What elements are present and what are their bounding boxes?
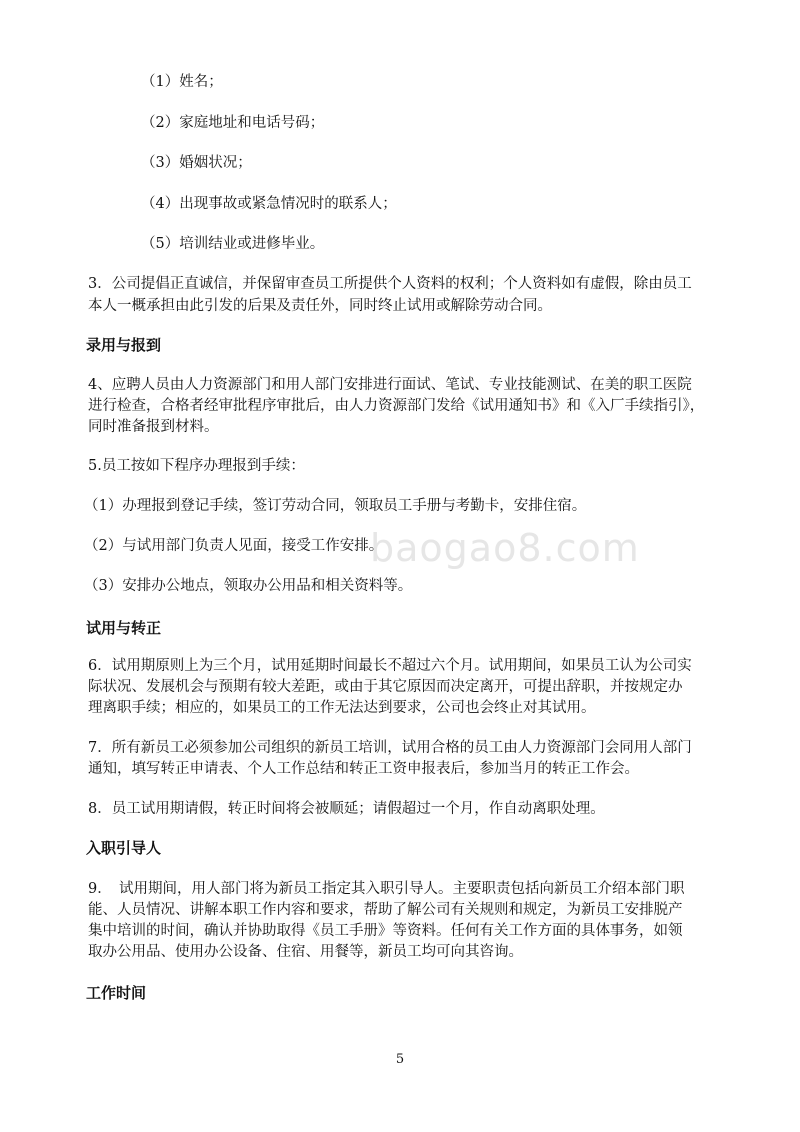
section-heading-probation: 试用与转正: [86, 619, 162, 637]
paragraph-9-line-1: 9． 试用期间，用人部门将为新员工指定其入职引导人。主要职责包括向新员工介绍本部门职: [88, 881, 685, 897]
onboarding-step-1: （1）办理报到登记手续，签订劳动合同，领取员工手册与考勤卡，安排住宿。: [84, 498, 587, 514]
paragraph-7-line-1: 7．所有新员工必须参加公司组织的新员工培训，试用合格的员工由人力资源部门会同用人部门: [88, 740, 692, 756]
paragraph-9-line-3: 集中培训的时间，确认并协助取得《员工手册》等资料。任何有关工作方面的具体事务，如领: [88, 923, 683, 939]
list-item-address: （2）家庭地址和电话号码；: [141, 115, 325, 131]
paragraph-6-line-3: 理离职手续；相应的，如果员工的工作无法达到要求，公司也会终止对其试用。: [88, 700, 596, 716]
paragraph-8: 8．员工试用期请假，转正时间将会被顺延；请假超过一个月，作自动离职处理。: [88, 801, 605, 817]
list-item-marital: （3）婚姻状况；: [141, 155, 252, 171]
list-item-emergency-contact: （4）出现事故或紧急情况时的联系人；: [141, 196, 397, 212]
watermark: baogao8.com: [370, 526, 640, 570]
onboarding-step-3: （3）安排办公地点，领取办公用品和相关资料等。: [84, 578, 413, 594]
page-number: 5: [395, 1052, 405, 1067]
paragraph-9-line-4: 取办公用品、使用办公设备、住宿、用餐等，新员工均可向其咨询。: [88, 944, 523, 960]
paragraph-6-line-2: 际状况、发展机会与预期有较大差距，或由于其它原因而决定离开，可提出辞职，并按规定办: [88, 679, 683, 695]
paragraph-3-line-1: 3．公司提倡正直诚信，并保留审查员工所提供个人资料的权利；个人资料如有虚假，除由员工: [88, 276, 692, 292]
paragraph-4-line-3: 同时准备报到材料。: [88, 419, 219, 435]
paragraph-7-line-2: 通知，填写转正申请表、个人工作总结和转正工资申报表后，参加当月的转正工作会。: [88, 761, 639, 777]
list-item-name: （1）姓名；: [141, 74, 223, 90]
paragraph-4-line-1: 4、应聘人员由人力资源部门和用人部门安排进行面试、笔试、专业技能测试、在美的职工医院: [88, 377, 692, 393]
section-heading-mentor: 入职引导人: [86, 839, 162, 857]
paragraph-6-line-1: 6．试用期原则上为三个月，试用延期时间最长不超过六个月。试用期间，如果员工认为公司实: [88, 658, 692, 674]
paragraph-3-line-2: 本人一概承担由此引发的后果及责任外，同时终止试用或解除劳动合同。: [88, 298, 552, 314]
onboarding-step-2: （2）与试用部门负责人见面，接受工作安排。: [84, 538, 384, 554]
section-heading-work-hours: 工作时间: [86, 984, 147, 1002]
list-item-training: （5）培训结业或进修毕业。: [141, 236, 325, 252]
paragraph-5: 5.员工按如下程序办理报到手续：: [88, 458, 305, 474]
paragraph-4-line-2: 进行检查，合格者经审批程序审批后，由人力资源部门发给《试用通知书》和《入厂手续指引》，: [88, 398, 705, 414]
paragraph-9-line-2: 能、人员情况、讲解本职工作内容和要求，帮助了解公司有关规则和规定，为新员工安排脱产: [88, 902, 683, 918]
section-heading-hiring: 录用与报到: [86, 336, 162, 354]
